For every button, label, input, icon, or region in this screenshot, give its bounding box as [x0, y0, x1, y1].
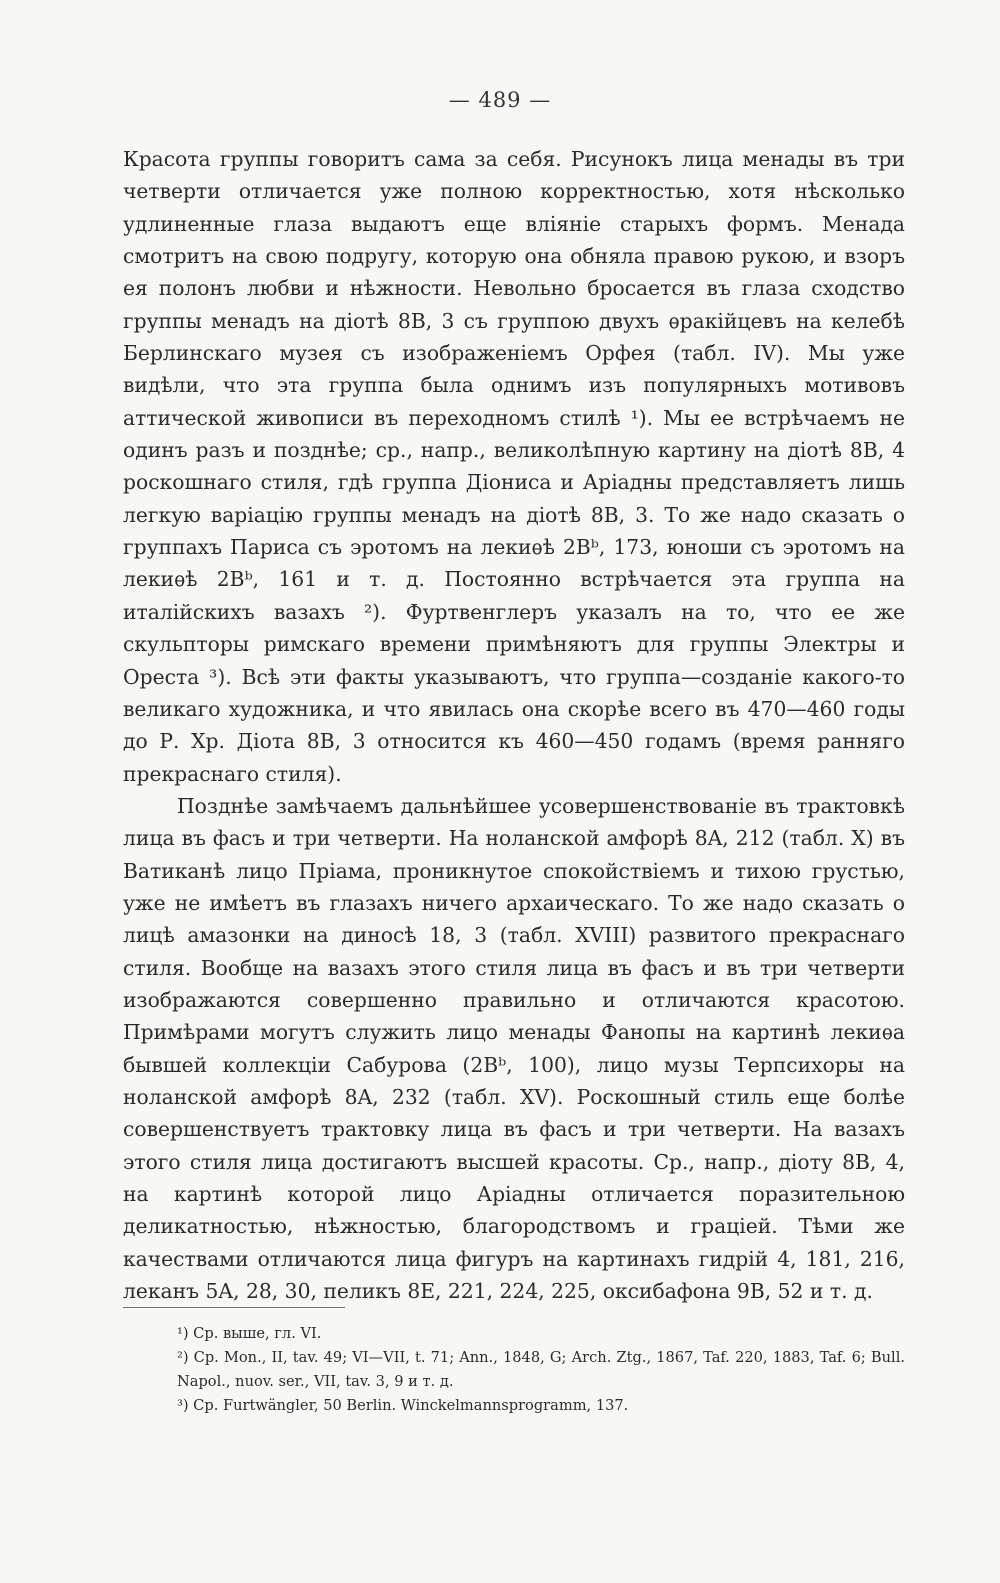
- paragraph: Позднѣе замѣчаемъ дальнѣйшее усовершенствованіе въ трактовкѣ лица въ фасъ и три четверти. На ноланской амфорѣ 8A, 212 (табл. X) въ Ватиканѣ лицо Пріама, проникнутое спокойствіемъ и тихою грустью, уже не имѣетъ въ глазахъ ничего архаическаго. То же надо сказать о лицѣ амазонки на диносѣ 18, 3 (табл. XVIII) развитого прекраснаго стиля. Вообще на вазахъ этого стиля лица въ фасъ и въ три четверти изображаются совершенно правильно и отличаются красотою. Примѣрами могутъ служить лицо менады Фанопы на картинѣ лекиѳа бывшей коллекціи Сабурова (2Bᵇ, 100), лицо музы Терпсихоры на ноланской амфорѣ 8A, 232 (табл. XV). Роскошный стиль еще болѣе совершенствуетъ трактовку лица въ фасъ и три четверти. На вазахъ этого стиля лица достигаютъ высшей красоты. Ср., напр., діоту 8B, 4, на картинѣ которой лицо Аріадны отличается поразительною деликатностью, нѣжностью, благородствомъ и граціей. Тѣми же качествами отличаются лица фигуръ на картинахъ гидрій 4, 181, 216, леканъ 5A, 28, 30, пеликъ 8E, 221, 224, 225, оксибафона 9B, 52 и т. д.: [123, 793, 905, 1304]
- main-text: [123, 143, 905, 1307]
- paragraph: Красота группы говоритъ сама за себя. Рисунокъ лица менады въ три четверти отличается уже полною корректностью, хотя нѣсколько удлиненные глаза выдаютъ еще вліяніе старыхъ формъ. Менада смотритъ на свою подругу, которую она обняла правою рукою, и взоръ ея полонъ любви и нѣжности. Невольно бросается въ глаза сходство группы менадъ на діотѣ 8B, 3 съ группою двухъ ѳракійцевъ на келебѣ Берлинскаго музея съ изображеніемъ Орфея (табл. IV). Мы уже видѣли, что эта группа была однимъ изъ популярныхъ мотивовъ аттической живописи въ переходномъ стилѣ ¹). Мы ее встрѣчаемъ не одинъ разъ и позднѣе; ср., напр., великолѣпную картину на діотѣ 8B, 4 роскошнаго стиля, гдѣ группа Діониса и Аріадны представляетъ лишь легкую варіацію группы менадъ на діотѣ 8B, 3. То же надо сказать о группахъ Париса съ эротомъ на лекиѳѣ 2Bᵇ, 173, юноши съ эротомъ на лекиѳѣ 2Bᵇ, 161 и т. д. Постоянно встрѣчается эта группа на италійскихъ вазахъ ²). Фуртвенглеръ указалъ на то, что ее же скульпторы римскаго времени примѣняютъ для группы Электры и Ореста ³). Всѣ эти факты указываютъ, что группа—созданіе какого-то великаго художника, и что явилась она скорѣе всего въ 470—460 годы до Р. Хр. Діота 8B, 3 относится къ 460—450 годамъ (время ранняго прекраснаго стиля).: [123, 147, 905, 786]
- footnote: ²) Ср. Mon., II, tav. 49; VI—VII, t. 71; Ann., 1848, G; Arch. Ztg., 1867, Taf. 220, 1883, Taf. 6; Bull. Napol., nuov. ser., VII, tav. 3, 9 и т. д.: [177, 1349, 905, 1390]
- footnote-divider: [123, 1307, 345, 1308]
- footnote: ³) Ср. Furtwängler, 50 Berlin. Winckelmannsprogramm, 137.: [177, 1397, 629, 1414]
- footnotes: [123, 1322, 905, 1418]
- page-number: — 489 —: [448, 88, 552, 112]
- footnote: ¹) Ср. выше, гл. VI.: [177, 1325, 322, 1342]
